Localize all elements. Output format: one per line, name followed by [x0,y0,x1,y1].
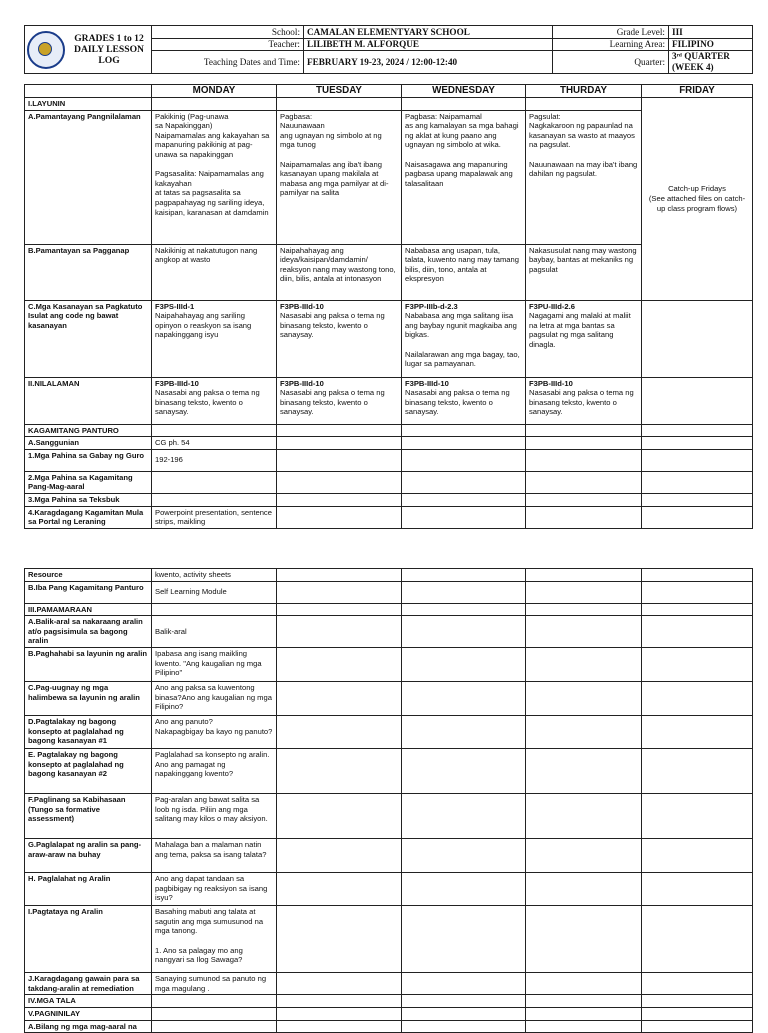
procedure-row [25,794,753,839]
row-label: A.Sanggunian [25,437,152,450]
dll-page-2 [24,568,752,1033]
teacher-value: LILIBETH M. ALFORQUE [304,39,553,51]
content-code: F3PB-IIId-10 [405,378,449,388]
competency-code: F3PU-IIId-2.6 [529,301,575,311]
row-label: A.Bilang ng mga mag-aaral na [25,1020,152,1033]
pamamaraan-row [25,603,753,616]
cell-monday [152,377,277,424]
content-code: F3PB-IIId-10 [155,378,199,388]
cell-thursday: Nakasusulat nang may wastong baybay, bantas at mekaniks ng pagsulat [526,244,642,300]
cell-tuesday: Naipahahayag ang ideya/kaisipan/damdamin/ reaksyon nang may wastong tono, diin, bilis, antala at intonasyon [277,244,402,300]
header-logo-cell [25,26,152,74]
row-label: B.Pamantayan sa Pagganap [25,244,152,300]
cell-wednesday [402,300,526,377]
competency-code: F3PS-IIId-1 [155,301,195,311]
area-label: Learning Area: [553,39,669,51]
row-label: 2.Mga Pahina sa Kagamitang Pang-Mag-aaral [25,471,152,493]
procedure-row [25,648,753,682]
row-label: J.Karagdagang gawain para sa takdang-aralin at remediation [25,973,152,995]
day-friday: FRIDAY [642,85,753,98]
cell-wednesday: Pagbasa: Naipamamal as ang kamalayan sa mga bahagi ng aklat at kung paano ang ugnayan ng simbolo at wika. Naisasagawa ang mapanuring pagbasa upang mapalawak ang talasalitaan [402,110,526,244]
row-label: III.PAMAMARAAN [25,603,152,616]
competency-text: Nababasa ang mga salitang iisa ang baybay ngunit magkaiba ang bigkas. Nailalarawan ang mga bagay, tao, lugar sa pamayanan. [405,311,520,369]
procedure-row [25,682,753,716]
gabay-guro-row [25,449,753,471]
procedure-row [25,749,753,794]
row-label: 1.Mga Pahina sa Gabay ng Guro [25,449,152,471]
row-label: Resource [25,569,152,582]
row-label: 4.Karagdagang Kagamitan Mula sa Portal ng Leraning [25,506,152,528]
competency-text: Nagagami ang malaki at maliit na letra at mga bantas sa pagsulat ng mga salitang dinagla. [529,311,631,349]
cell-monday: Ano ang dapat tandaan sa pagbibigay ng reaksiyon sa isang isyu? [152,873,277,906]
grade-label: Grade Level: [553,26,669,39]
school-label: School: [152,26,304,39]
dates-label: Teaching Dates and Time: [152,51,304,74]
row-label: C.Pag-uugnay ng mga halimbewa sa layunin ng aralin [25,682,152,716]
cell-tuesday [277,300,402,377]
cell-monday: 192-196 [152,449,277,471]
cell-wednesday [402,377,526,424]
row-label: A.Balik-aral sa nakaraang aralin at/o pagsisimula sa bagong aralin [25,616,152,648]
school-value: CAMALAN ELEMENTYARY SCHOOL [304,26,553,39]
teacher-label: Teacher: [152,39,304,51]
mga-tala-row [25,995,753,1008]
content-code: F3PB-IIId-10 [529,378,573,388]
cell-monday: kwento, activity sheets [152,569,277,582]
competency-text: Nasasabi ang paksa o tema ng binasang teksto, kwento o sanaysay. [280,311,385,340]
cell-monday: Paglalahad sa konsepto ng aralin. Ano ang pamagat ng napakinggang kwento? [152,749,277,794]
cell-monday: Ipabasa ang isang maikling kwento. "Ang kaugalian ng mga Pilipino" [152,648,277,682]
day-wednesday: WEDNESDAY [402,85,526,98]
deped-seal-icon [27,31,65,69]
procedure-row [25,873,753,906]
resource-row [25,569,753,582]
content-text: Nasasabi ang paksa o tema ng binasang teksto, kwento o sanaysay. [529,388,634,417]
cell-thursday [526,377,642,424]
day-thursday: THURDAY [526,85,642,98]
cell-monday: Pakikinig (Pag-unawa sa Napakinggan) Naipamamalas ang kakayahan sa mapanuring pakikinig at pag-unawa sa napakinggan Pagsasalita: Naipamamalas ang kakayahan at tatas sa pagsasalita sa pagpapahayag ng sariling ideya, kaisipan, karanasan at damdamin [152,110,277,244]
cell-monday: Basahing mabuti ang talata at sagutin ang mga sumusunod na mga tanong. 1. Ano sa palagay mo ang nangyari sa Ilog Sawaga? [152,906,277,973]
row-label: II.NILALAMAN [25,377,152,424]
row-label: D.Pagtalakay ng bagong konsepto at paglalahad ng bagong kasanayan #1 [25,716,152,749]
cell-monday: Nakikinig at nakatutugon nang angkop at wasto [152,244,277,300]
dll-title-line-1: GRADES 1 to 12 [74,33,144,44]
cell-monday: Sanaying sumunod sa panuto ng mga magulang . [152,973,277,995]
kasanayan-row [25,300,753,377]
row-label: E. Pagtalakay ng bagong konsepto at paglalahad ng bagong kasanayan #2 [25,749,152,794]
nilalaman-row [25,377,753,424]
cell-thursday [526,300,642,377]
day-monday: MONDAY [152,85,277,98]
header-table [24,25,753,74]
cell-monday: Ano ang paksa sa kuwentong binasa?Ano ang kaugalian ng mga Filipino? [152,682,277,716]
cell-monday: Mahalaga ban a malaman natin ang tema, paksa sa isang talata? [152,839,277,873]
dll-title-line-3: LOG [98,55,120,66]
row-label: H. Paglalahat ng Aralin [25,873,152,906]
cell-monday [152,300,277,377]
content-text: Nasasabi ang paksa o tema ng binasang teksto, kwento o sanaysay. [405,388,510,417]
quarter-label: Quarter: [553,51,669,74]
row-label: C.Mga Kasanayan sa Pagkatuto Isulat ang code ng bawat kasanayan [25,300,152,377]
row-label: F.Paglinang sa Kabihasaan (Tungo sa formative assessment) [25,794,152,839]
row-label: G.Paglalapat ng aralin sa pang-araw-araw na buhay [25,839,152,873]
bilang-row [25,1020,753,1033]
cell-monday: Self Learning Module [152,581,277,603]
row-label: A.Pamantayang Pangnilalaman [25,110,152,244]
row-label: IV.MGA TALA [25,995,152,1008]
cell-tuesday: Pagbasa: Nauunawaan ang ugnayan ng simbolo at ng mga tunog Naipamamalas ang iba't ibang kasanayan upang makilala at mabasa ang mga pamilyar at di-pamilyar na salita [277,110,402,244]
pagninilay-row [25,1007,753,1020]
lesson-table-page-1 [24,84,753,529]
procedure-row [25,973,753,995]
grade-value: III [669,26,753,39]
lesson-table-page-2 [24,568,753,1033]
kagamitang-mag-aaral-row [25,471,753,493]
dll-title-line-2: DAILY LESSON [74,44,144,55]
day-tuesday: TUESDAY [277,85,402,98]
dll-page-1 [24,25,752,529]
friday-catch-up-note: Catch-up Fridays (See attached files on catch-up class program flows) [642,98,753,301]
cell-thursday: Pagsulat: Nagkakaroon ng papaunlad na kasanayan sa wasto at maayos na pagsulat. Nauunawaan na may iba't ibang dahilan ng pagsulat. [526,110,642,244]
area-value: FILIPINO [669,39,753,51]
cell-monday: Ano ang panuto? Nakapagbigay ba kayo ng panuto? [152,716,277,749]
cell-monday: Balik-aral [152,616,277,648]
procedure-row [25,616,753,648]
days-header-row [25,85,753,98]
kagamitang-panturo-row [25,424,753,437]
row-label: B.Iba Pang Kagamitang Panturo [25,581,152,603]
procedure-row [25,716,753,749]
procedure-row [25,906,753,973]
corner-cell [25,85,152,98]
iba-pang-kagamitan-row [25,581,753,603]
teksbuk-row [25,493,753,506]
procedure-row [25,839,753,873]
cell-tuesday [277,377,402,424]
content-text: Nasasabi ang paksa o tema ng binasang teksto, kwento o sanaysay. [155,388,260,417]
karagdagang-kagamitan-row [25,506,753,528]
cell-monday: Pag-aralan ang bawat salita sa loob ng isda. Piliin ang mga salitang may kilos o may aksiyon. [152,794,277,839]
content-code: F3PB-IIId-10 [280,378,324,388]
content-text: Nasasabi ang paksa o tema ng binasang teksto, kwento o sanaysay. [280,388,385,417]
row-label: I.Pagtataya ng Aralin [25,906,152,973]
cell-monday: CG ph. 54 [152,437,277,450]
dates-value: FEBRUARY 19-23, 2024 / 12:00-12:40 [304,51,553,74]
competency-code: F3PP-IIIb-d-2.3 [405,301,458,311]
cell-monday: Powerpoint presentation, sentence strips, maikling [152,506,277,528]
competency-code: F3PB-IIId-10 [280,301,324,311]
layunin-row [25,98,753,111]
cell-wednesday: Nababasa ang usapan, tula, talata, kuwento nang may tamang bilis, diin, tono, antala at ekspresyon [402,244,526,300]
row-label: V.PAGNINILAY [25,1007,152,1020]
layunin-label: I.LAYUNIN [25,98,152,111]
sanggunian-row [25,437,753,450]
quarter-value: 3ʳᵈ QUARTER (WEEK 4) [669,51,753,74]
competency-text: Naipahahayag ang sariling opinyon o reaskyon sa isang napakinggang isyu [155,311,252,340]
row-label: 3.Mga Pahina sa Teksbuk [25,493,152,506]
row-label: B.Paghahabi sa layunin ng aralin [25,648,152,682]
row-label: KAGAMITANG PANTURO [25,424,152,437]
